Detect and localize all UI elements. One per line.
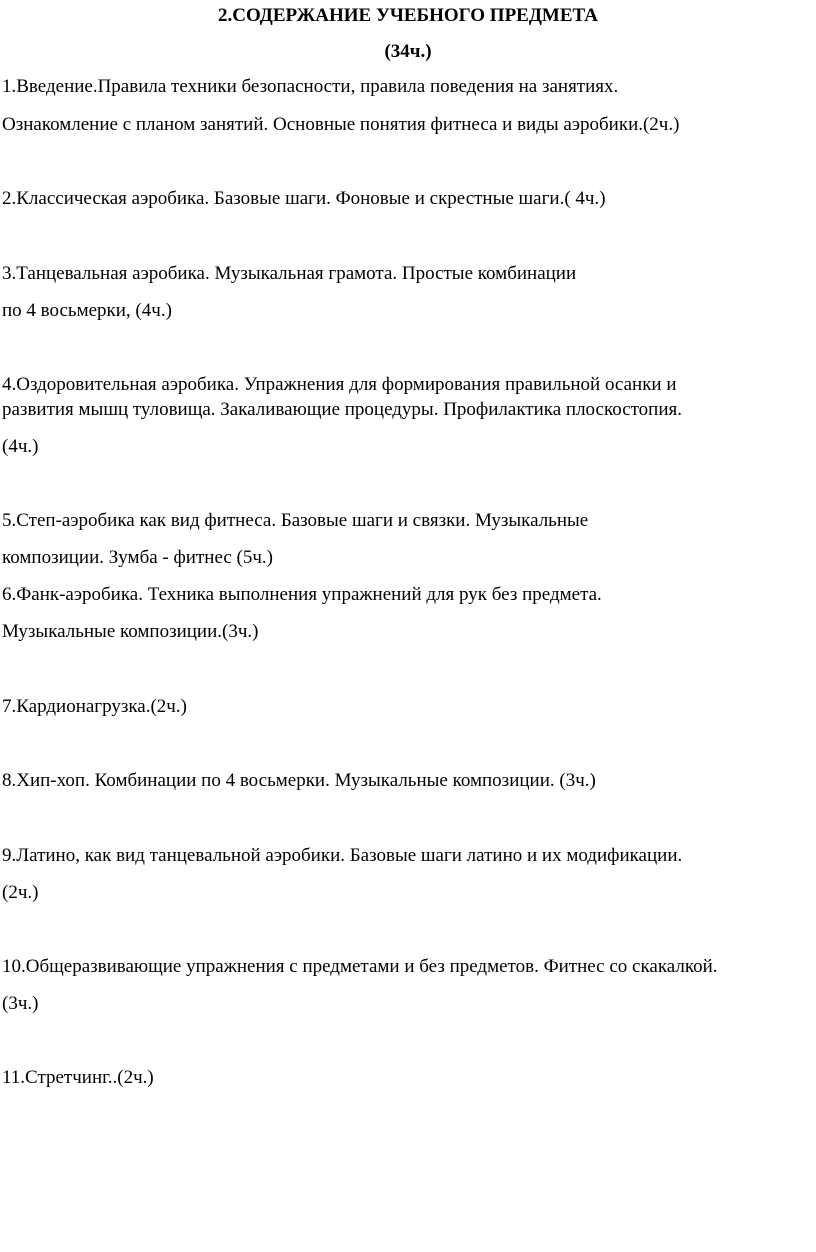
topic-1-line-1: 1.Введение.Правила техники безопасности, правила поведения на занятиях.: [2, 76, 619, 97]
total-hours: (34ч.): [384, 41, 432, 62]
topic-2-line-1: 2.Классическая аэробика. Базовые шаги. Фоновые и скрестные шаги.( 4ч.): [2, 188, 606, 209]
topic-3-line-1: 3.Танцевальная аэробика. Музыкальная грамота. Простые комбинации: [2, 263, 577, 284]
topic-9-line-2: (2ч.): [2, 882, 39, 903]
topic-5-line-2: композиции. Зумба - фитнес (5ч.): [2, 547, 273, 568]
topic-6-line-2: Музыкальные композиции.(3ч.): [2, 621, 259, 642]
topic-4-line-1: 4.Оздоровительная аэробика. Упражнения для формирования правильной осанки и: [2, 374, 677, 395]
topic-6-line-1: 6.Фанк-аэробика. Техника выполнения упражнений для рук без предмета.: [2, 584, 602, 605]
topic-5-line-1: 5.Степ-аэробика как вид фитнеса. Базовые шаги и связки. Музыкальные: [2, 510, 589, 531]
topic-8-line-1: 8.Хип-хоп. Комбинации по 4 восьмерки. Музыкальные композиции. (3ч.): [2, 770, 596, 791]
topic-10-line-1: 10.Общеразвивающие упражнения с предметами и без предметов. Фитнес со скакалкой.: [2, 956, 718, 977]
document-title: 2.СОДЕРЖАНИЕ УЧЕБНОГО ПРЕДМЕТА: [218, 5, 598, 26]
topic-4-line-2: развития мышц туловища. Закаливающие процедуры. Профилактика плоскостопия.: [2, 399, 683, 420]
topic-7-line-1: 7.Кардионагрузка.(2ч.): [2, 696, 187, 717]
topic-9-line-1: 9.Латино, как вид танцевальной аэробики. Базовые шаги латино и их модификации.: [2, 845, 683, 866]
topic-4-line-3: (4ч.): [2, 436, 39, 457]
topic-1-line-2: Ознакомление с планом занятий. Основные понятия фитнеса и виды аэробики.(2ч.): [2, 114, 680, 135]
topic-11-line-1: 11.Стретчинг..(2ч.): [2, 1067, 154, 1088]
topic-3-line-2: по 4 восьмерки, (4ч.): [2, 300, 172, 321]
topic-10-line-2: (3ч.): [2, 993, 39, 1014]
